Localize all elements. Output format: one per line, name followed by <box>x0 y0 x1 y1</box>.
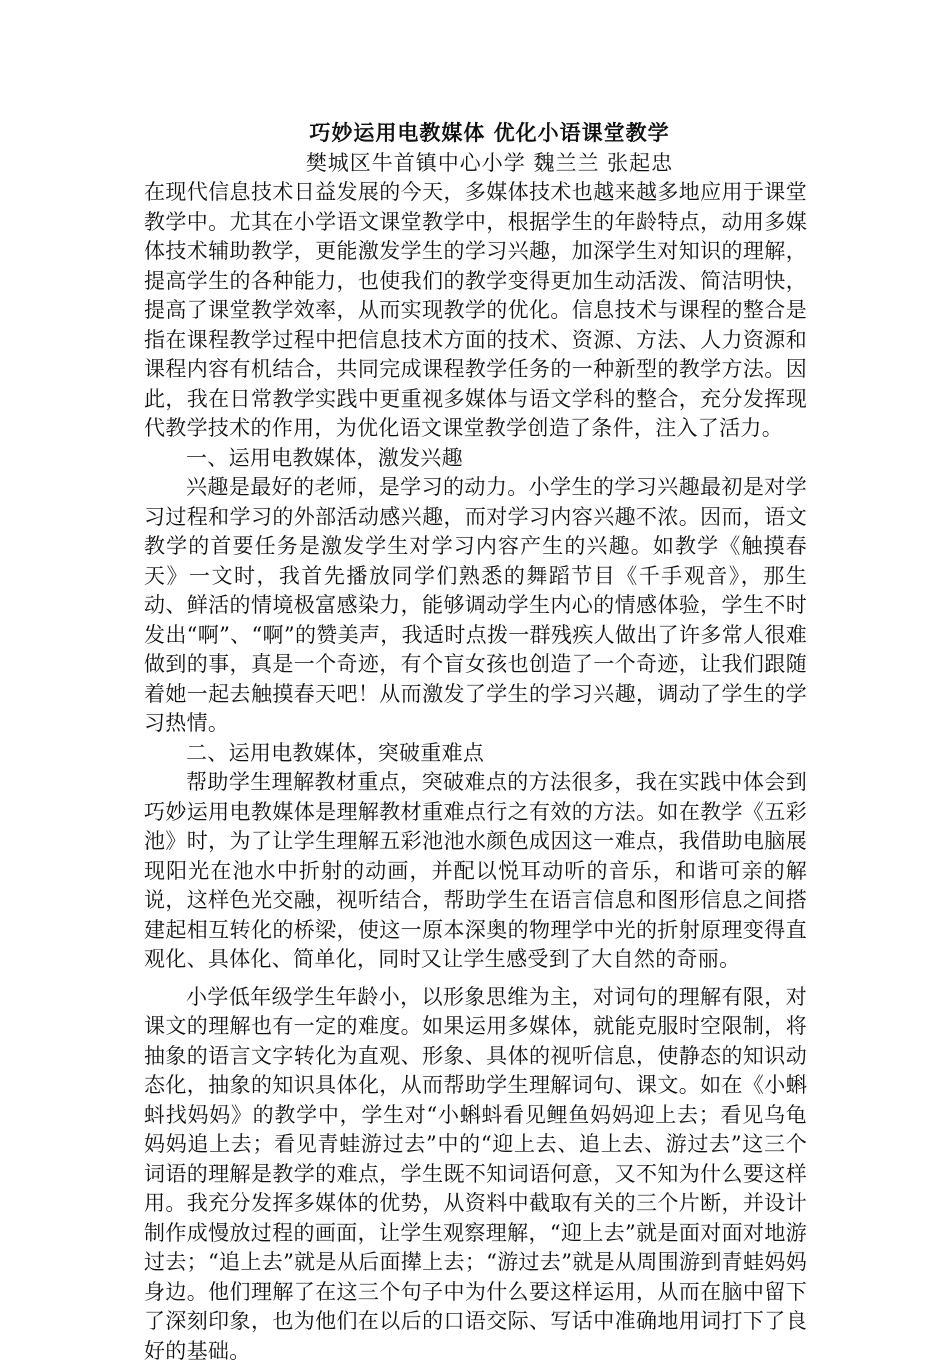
section-heading-1: 一、运用电教媒体，激发兴趣 <box>144 444 807 474</box>
document-body <box>144 118 807 1366</box>
document-author: 樊城区牛首镇中心小学 魏兰兰 张起忠 <box>172 148 807 178</box>
intro-paragraph: 在现代信息技术日益发展的今天，多媒体技术也越来越多地应用于课堂教学中。尤其在小学语文课堂教学中，根据学生的年龄特点，动用多媒体技术辅助教学，更能激发学生的学习兴趣，加深学生对知识的理解，提高学生的各种能力，也使我们的教学变得更加生动活泼、简洁明快，提高了课堂教学效率，从而实现教学的优化。信息技术与课程的整合是指在课程教学过程中把信息技术方面的技术、资源、方法、人力资源和课程内容有机结合，共同完成课程教学任务的一种新型的教学方法。因此，我在日常教学实践中更重视多媒体与语文学科的整合，充分发挥现代教学技术的作用，为优化语文课堂教学创造了条件，注入了活力。 <box>144 178 807 444</box>
section-1-paragraph: 兴趣是最好的老师，是学习的动力。小学生的学习兴趣最初是对学习过程和学习的外部活动感兴趣，而对学习内容兴趣不浓。因而，语文教学的首要任务是激发学生对学习内容产生的兴趣。如教学《触摸春天》一文时，我首先播放同学们熟悉的舞蹈节目《千手观音》，那生动、鲜活的情境极富感染力，能够调动学生内心的情感体验，学生不时发出“啊”、“啊”的赞美声，我适时点拨一群残疾人做出了许多常人很难做到的事，真是一个奇迹，有个盲女孩也创造了一个奇迹，让我们跟随着她一起去触摸春天吧！从而激发了学生的学习兴趣，调动了学生的学习热情。 <box>144 473 807 739</box>
section-heading-2: 二、运用电教媒体，突破重难点 <box>144 739 807 769</box>
section-2-paragraph-2: 小学低年级学生年龄小，以形象思维为主，对词句的理解有限，对课文的理解也有一定的难度。如果运用多媒体，就能克服时空限制，将抽象的语言文字转化为直观、形象、具体的视听信息，使静态的知识动态化，抽象的知识具体化，从而帮助学生理解词句、课文。如在《小蝌蚪找妈妈》的教学中，学生对“小蝌蚪看见鲤鱼妈妈迎上去；看见乌龟妈妈追上去；看见青蛙游过去”中的“迎上去、追上去、游过去”这三个词语的理解是教学的难点，学生既不知词语何意，又不知为什么要这样用。我充分发挥多媒体的优势，从资料中截取有关的三个片断，并设计制作成慢放过程的画面，让学生观察理解，“迎上去”就是面对面对地游过去；“追上去”就是从后面撵上去；“游过去”就是从周围游到青蛙妈妈身边。他们理解了在这三个句子中为什么要这样运用，从而在脑中留下了深刻印象，也为他们在以后的口语交际、写话中准确地用词打下了良好的基础。 <box>144 983 807 1366</box>
section-2-paragraph-1: 帮助学生理解教材重点，突破难点的方法很多，我在实践中体会到巧妙运用电教媒体是理解教材重难点行之有效的方法。如在教学《五彩池》时，为了让学生理解五彩池池水颜色成因这一难点，我借助电脑展现阳光在池水中折射的动画，并配以悦耳动听的音乐，和谐可亲的解说，这样色光交融，视听结合，帮助学生在语言信息和图形信息之间搭建起相互转化的桥梁，使这一原本深奥的物理学中光的折射原理变得直观化、具体化、简单化，同时又让学生感受到了大自然的奇丽。 <box>144 768 807 975</box>
document-title: 巧妙运用电教媒体 优化小语课堂教学 <box>172 118 807 148</box>
paragraph-gap <box>144 975 807 983</box>
